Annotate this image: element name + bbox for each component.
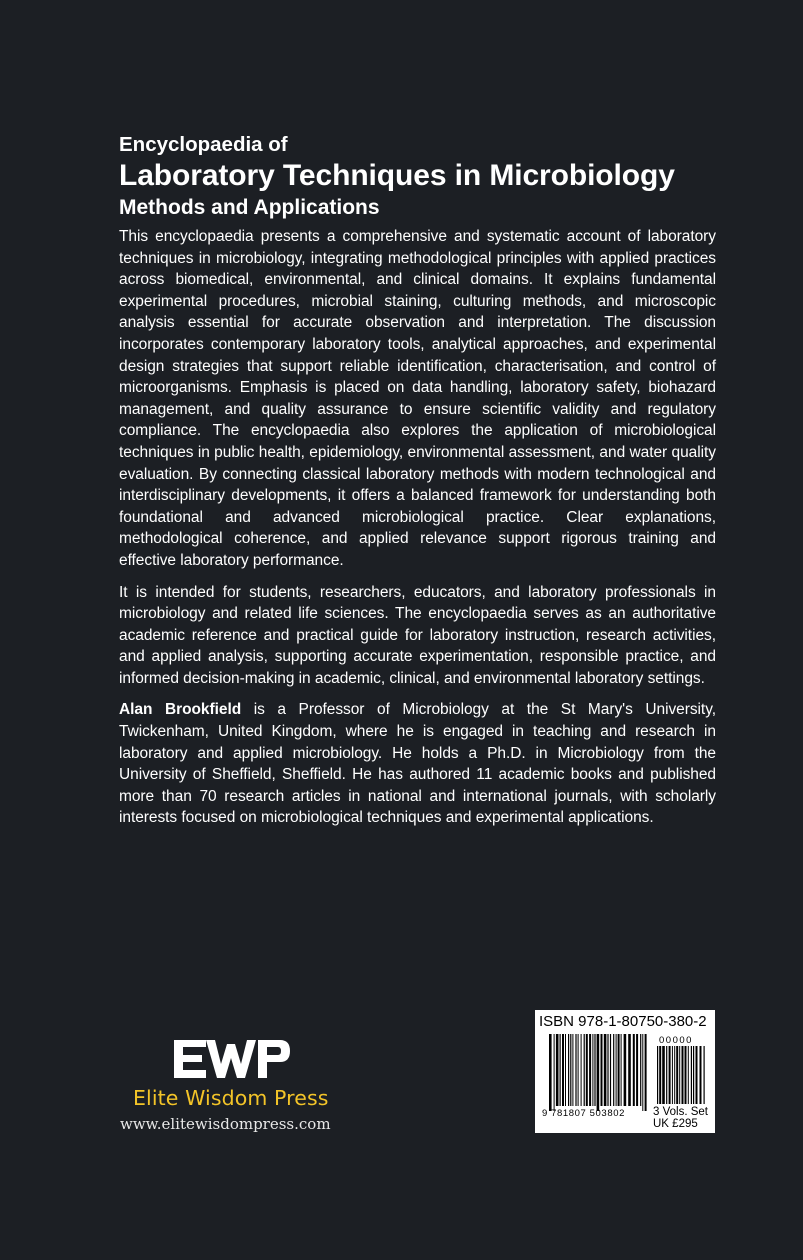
barcode-block — [535, 1010, 715, 1133]
barcode-bar — [672, 1046, 673, 1104]
author-name: Alan Brookfield — [119, 701, 242, 719]
barcode-bar — [601, 1034, 603, 1106]
barcode-bar — [691, 1046, 692, 1104]
barcode-bar — [679, 1046, 680, 1104]
barcode-bar — [581, 1034, 582, 1106]
barcode-bar — [613, 1034, 614, 1106]
barcode-bar — [616, 1034, 617, 1106]
barcode-bar — [685, 1046, 687, 1104]
barcode-bar — [604, 1034, 607, 1106]
price-label: UK £295 — [653, 1118, 698, 1130]
barcode-bar — [669, 1046, 671, 1104]
barcode-bar — [549, 1034, 552, 1111]
barcode-bar — [666, 1046, 667, 1104]
barcode-bar — [607, 1034, 608, 1106]
barcode-bar — [565, 1034, 566, 1106]
title-line-2: Laboratory Techniques in Microbiology — [119, 159, 675, 192]
barcode-bar — [700, 1046, 702, 1104]
title-line-1: Encyclopaedia of — [119, 133, 288, 156]
barcode-bar — [688, 1046, 689, 1104]
barcode-bar — [657, 1046, 658, 1104]
barcode-bar — [659, 1046, 661, 1104]
barcode-bar — [633, 1034, 635, 1106]
subtitle: Methods and Applications — [119, 196, 380, 219]
barcode-bar — [621, 1034, 622, 1106]
barcode-bar — [682, 1046, 684, 1104]
barcode-bar — [693, 1046, 694, 1104]
barcode-bar — [636, 1034, 638, 1106]
isbn-label: ISBN 978-1-80750-380-2 — [539, 1013, 707, 1030]
author-bio-text: is a Professor of Microbiology at the St Mary's University, Twickenham, United Kingdom, where he is engaged in teaching and research in laboratory and applied microbiology. He holds a Ph.D. in Microbiology from the University of Sheffield, Sheffield. He has authored 11 academic books and published more than 70 research articles in national and international journals, with scholarly interests focused on microbiological techniques and experimental applications. — [119, 701, 716, 827]
barcode-bar — [589, 1034, 591, 1106]
barcode-bar — [584, 1034, 585, 1106]
barcode-bar — [592, 1034, 593, 1106]
author-bio — [119, 699, 716, 829]
barcode-bar — [640, 1034, 641, 1106]
barcode-bar — [674, 1046, 675, 1104]
barcode-bar — [575, 1034, 576, 1106]
ewp-logo-mark — [172, 1038, 292, 1080]
volumes-label: 3 Vols. Set — [653, 1106, 708, 1118]
barcode-bar — [642, 1034, 643, 1111]
barcode-bar — [624, 1034, 627, 1106]
barcode-bar — [556, 1034, 559, 1106]
description-paragraph-2: It is intended for students, researchers, educators, and laboratory professionals in microbiology and related life sciences. The encyclopaedia serves as an authoritative academic reference and practical guide for laboratory instruction, research activities, and applied analysis, supporting accurate experimentation, responsible practice, and informed decision-making in academic, clinical, and environmental laboratory settings. — [119, 583, 716, 687]
barcode-bar — [568, 1034, 569, 1106]
back-cover-text — [119, 132, 716, 839]
price-info — [653, 1106, 708, 1130]
publisher-name: Elite Wisdom Press — [133, 1086, 329, 1110]
barcode-bar — [586, 1034, 588, 1106]
barcode-bar — [696, 1046, 698, 1104]
barcode-bar — [610, 1034, 611, 1106]
barcode-bar — [597, 1034, 600, 1111]
barcode-bar — [618, 1034, 620, 1106]
barcode-bar — [645, 1034, 647, 1111]
barcode-bar — [554, 1034, 555, 1111]
barcode-digits: 9 781807 503802 — [542, 1108, 625, 1119]
addon-digits: 00000 — [659, 1035, 693, 1046]
barcode-bar — [570, 1034, 571, 1106]
barcode-bar — [662, 1046, 665, 1104]
barcode-bar — [562, 1034, 564, 1106]
description-paragraph-1: This encyclopaedia presents a comprehensive and systematic account of laboratory techniques in microbiology, integrating methodological principles with applied practices across biomedical, environmental, and clinical domains. It explains fundamental experimental procedures, microbial staining, culturing methods, and microscopic analysis essential for accurate observation and interpretation. The discussion incorporates contemporary laboratory tools, analytical approaches, and experimental design strategies that support reliable identification, characterisation, and control of microorganisms. Emphasis is placed on data handling, laboratory safety, biohazard management, and quality assurance to ensure scientific validity and regulatory compliance. The encyclopaedia also explores the application of microbiological techniques in public health, epidemiology, environmental assessment, and water quality evaluation. By connecting classical laboratory methods with modern technological and interdisciplinary developments, it offers a balanced framework for understanding both foundational and advanced microbiological practice. Clear explanations, methodological coherence, and applied relevance support rigorous training and effective laboratory performance. — [119, 228, 716, 569]
barcode-bar — [578, 1034, 579, 1106]
barcode-bar — [628, 1034, 631, 1106]
barcode-bar — [704, 1046, 705, 1104]
barcode-bar — [594, 1034, 595, 1106]
barcode-bar — [572, 1034, 573, 1106]
barcode-bar — [560, 1034, 561, 1106]
publisher-url: www.elitewisdompress.com — [120, 1115, 331, 1133]
barcode-bar — [676, 1046, 678, 1104]
